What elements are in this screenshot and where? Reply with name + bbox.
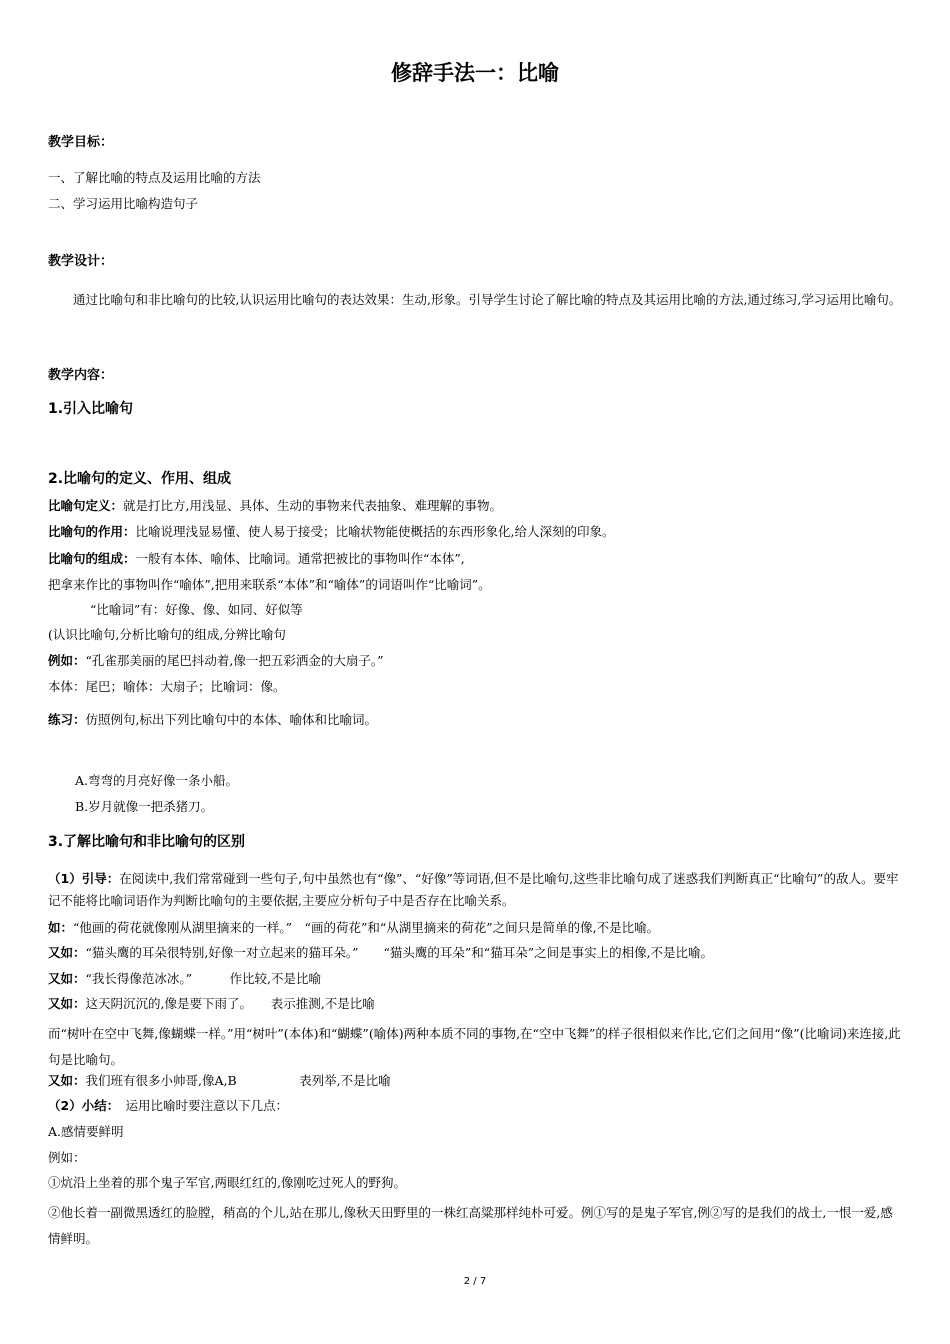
simile-words-line: “比喻词”有：好像、像、如同、好似等 <box>90 602 303 617</box>
practice-item-a: A.弯弯的月亮好像一条小船。 <box>75 773 239 788</box>
example-6-line <box>48 1073 902 1089</box>
practice-text: 仿照例句,标出下列比喻句中的本体、喻体和比喻词。 <box>85 712 377 727</box>
example-4-label: 又如： <box>48 996 86 1011</box>
example-2-line <box>48 945 902 961</box>
example-4-text: 这天阴沉沉的,像是要下雨了。 表示推测,不是比喻 <box>85 996 375 1011</box>
example-1-label: 如： <box>48 920 74 935</box>
analysis-note: (认识比喻句,分析比喻句的组成,分辨比喻句 <box>48 627 286 642</box>
example-label: 例如： <box>48 653 86 668</box>
example-6-label: 又如： <box>48 1073 86 1088</box>
goal-item-1: 一、了解比喻的特点及运用比喻的方法 <box>48 170 261 185</box>
example-5-paragraph: 而“树叶在空中飞舞,像蝴蝶一样。”用“树叶”(本体)和“蝴蝶”(喻体)两种本质不同的事物,在“空中飞舞”的样子很相似来作比,它们之间用“像”(比喻词)来连接,此句是比喻句。 <box>48 1026 901 1067</box>
goals-heading: 教学目标： <box>48 135 114 150</box>
point-a: A.感情要鲜明 <box>48 1124 124 1139</box>
page-title: 修辞手法一：比喻 <box>391 61 559 85</box>
definition-label: 比喻句定义： <box>48 498 124 513</box>
guide-label: （1）引导： <box>48 871 120 886</box>
section-3-heading: 3.了解比喻句和非比喻句的区别 <box>48 834 246 850</box>
function-text: 比喻说理浅显易懂、使人易于接受；比喻状物能使概括的东西形象化,给人深刻的印象。 <box>135 524 615 539</box>
example-1-line <box>48 920 902 936</box>
example-3-label: 又如： <box>48 971 86 986</box>
composition-text: 一般有本体、喻体、比喻词。通常把被比的事物叫作“本体”, <box>135 551 465 566</box>
practice-item-b: B.岁月就像一把杀猪刀。 <box>75 799 214 814</box>
example-item-2: ②他长着一副微黑透红的脸膛，稍高的个儿,站在那儿,像秋天田野里的一株红高粱那样纯朴可爱。例①写的是鬼子军官,例②写的是我们的战士,一恨一爱,感情鲜明。 <box>48 1205 893 1246</box>
design-heading: 教学设计： <box>48 254 114 269</box>
practice-label: 练习： <box>48 712 86 727</box>
summary-line <box>48 1098 902 1114</box>
design-paragraph: 通过比喻句和非比喻句的比较,认识运用比喻句的表达效果：生动,形象。引导学生讨论了解比喻的特点及其运用比喻的方法,通过练习,学习运用比喻句。 <box>73 292 902 307</box>
definition-line <box>48 498 902 514</box>
composition-line <box>48 551 902 567</box>
example-2-text: “猫头鹰的耳朵很特别,好像一对立起来的猫耳朵。” “猫头鹰的耳朵”和“猫耳朵”之间是事实上的相像,不是比喻。 <box>85 945 714 960</box>
definition-text: 就是打比方,用浅显、具体、生动的事物来代表抽象、难理解的事物。 <box>123 498 502 513</box>
guide-paragraph <box>48 868 902 912</box>
example-text: “孔雀那美丽的尾巴抖动着,像一把五彩洒金的大扇子。” <box>85 653 384 668</box>
example-3-text: “我长得像范冰冰。” 作比较,不是比喻 <box>85 971 322 986</box>
example-line <box>48 653 902 669</box>
example-2-label: 又如： <box>48 945 86 960</box>
example-1-text: “他画的荷花就像刚从湖里摘来的一样。” “画的荷花”和“从湖里摘来的荷花”之间只是简单的像,不是比喻。 <box>73 920 660 935</box>
function-label: 比喻句的作用： <box>48 524 136 539</box>
composition-label: 比喻句的组成： <box>48 551 136 566</box>
page-number: 2 / 7 <box>463 1276 487 1287</box>
example-3-line <box>48 971 902 987</box>
example-parts: 本体：尾巴；喻体：大扇子；比喻词：像。 <box>48 679 286 694</box>
practice-line <box>48 712 902 728</box>
goal-item-2: 二、学习运用比喻构造句子 <box>48 196 199 211</box>
example-word: 例如： <box>48 1150 86 1165</box>
guide-text: 在阅读中,我们常常碰到一些句子,句中虽然也有“像”、“好像”等词语,但不是比喻句,这些非比喻句成了迷惑我们判断真正“比喻句”的敌人。要牢记不能将比喻词语作为判断比喻句的主要依据,主要应分析句子中是否存在比喻关系。 <box>48 871 899 908</box>
section-2-heading: 2.比喻句的定义、作用、组成 <box>48 471 232 487</box>
example-item-1: ①炕沿上坐着的那个鬼子军官,两眼红红的,像刚吃过死人的野狗。 <box>48 1175 406 1190</box>
summary-text: 运用比喻时要注意以下几点： <box>112 1098 288 1113</box>
example-6-text: 我们班有很多小帅哥,像A,B 表列举,不是比喻 <box>85 1073 391 1088</box>
example-4-line <box>48 996 902 1012</box>
content-heading: 教学内容： <box>48 368 114 383</box>
section-1-heading: 1.引入比喻句 <box>48 401 134 417</box>
function-line <box>48 524 902 540</box>
composition-line-2: 把拿来作比的事物叫作“喻体”,把用来联系“本体”和“喻体”的词语叫作“比喻词”。 <box>48 577 491 592</box>
summary-label: （2）小结： <box>48 1098 113 1113</box>
